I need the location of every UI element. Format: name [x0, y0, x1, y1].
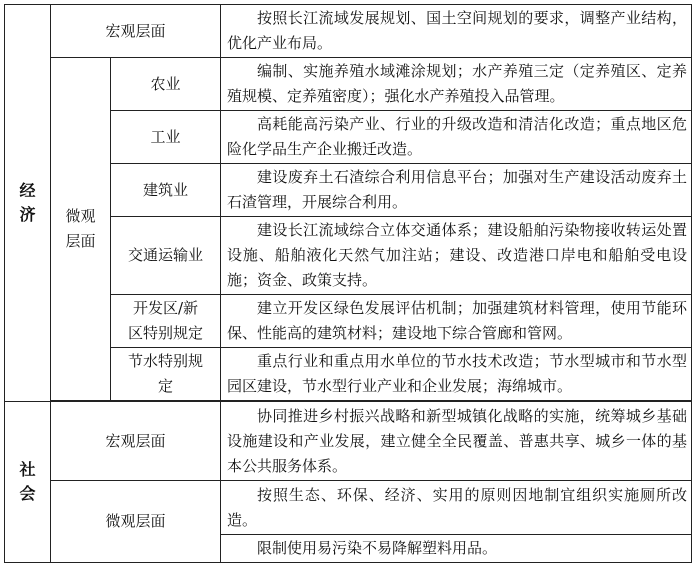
content-cell: 按照长江流域发展规划、国土空间规划的要求，调整产业结构，优化产业布局。	[221, 5, 692, 58]
content-cell: 高耗能高污染产业、行业的升级改造和清洁化改造；重点地区危险化学品生产企业搬迁改造。	[221, 111, 692, 164]
content-cell: 重点行业和重点用水单位的节水技术改造；节水型城市和节水型园区建设，节水型行业产业和企业发展；海绵城市。	[221, 348, 692, 401]
table-row	[5, 402, 692, 481]
sector-name: 节水特别规 定	[111, 348, 221, 401]
content-cell: 编制、实施养殖水域滩涂规划；水产养殖三定（定养殖区、定养殖规模、定养殖密度）；强化水产养殖投入品管理。	[221, 58, 692, 111]
category-society: 社 会	[5, 402, 51, 563]
table-row	[5, 481, 692, 535]
content-cell: 建设长江流域综合立体交通体系；建设船舶污染物接收转运处置设施、船舶液化天然气加注站；建设、改造港口岸电和船舶受电设施；资金、政策支持。	[221, 217, 692, 295]
table-row	[5, 5, 692, 58]
table-row	[5, 58, 692, 111]
category-economy: 经 济	[5, 5, 51, 402]
level-macro: 宏观层面	[51, 5, 221, 58]
level-micro: 微观层面	[51, 481, 221, 563]
sector-name: 工业	[111, 111, 221, 164]
content-cell: 建设废弃土石渣综合利用信息平台；加强对生产建设活动废弃土石渣管理，开展综合利用。	[221, 164, 692, 217]
sector-name: 交通运输业	[111, 217, 221, 295]
policy-table	[4, 4, 692, 563]
sector-name: 开发区/新 区特别规定	[111, 295, 221, 348]
content-cell: 建立开发区绿色发展评估机制；加强建筑材料管理，使用节能环保、性能高的建筑材料；建设地下综合管廊和管网。	[221, 295, 692, 348]
content-cell: 按照生态、环保、经济、实用的原则因地制宜组织实施厕所改造。	[221, 481, 692, 535]
sector-name: 建筑业	[111, 164, 221, 217]
sector-name: 农业	[111, 58, 221, 111]
content-cell: 协同推进乡村振兴战略和新型城镇化战略的实施，统筹城乡基础设施建设和产业发展，建立健全全民覆盖、普惠共享、城乡一体的基本公共服务体系。	[221, 402, 692, 481]
level-micro: 微观 层面	[51, 58, 111, 401]
content-cell: 限制使用易污染不易降解塑料用品。	[221, 535, 692, 563]
level-macro: 宏观层面	[51, 402, 221, 481]
